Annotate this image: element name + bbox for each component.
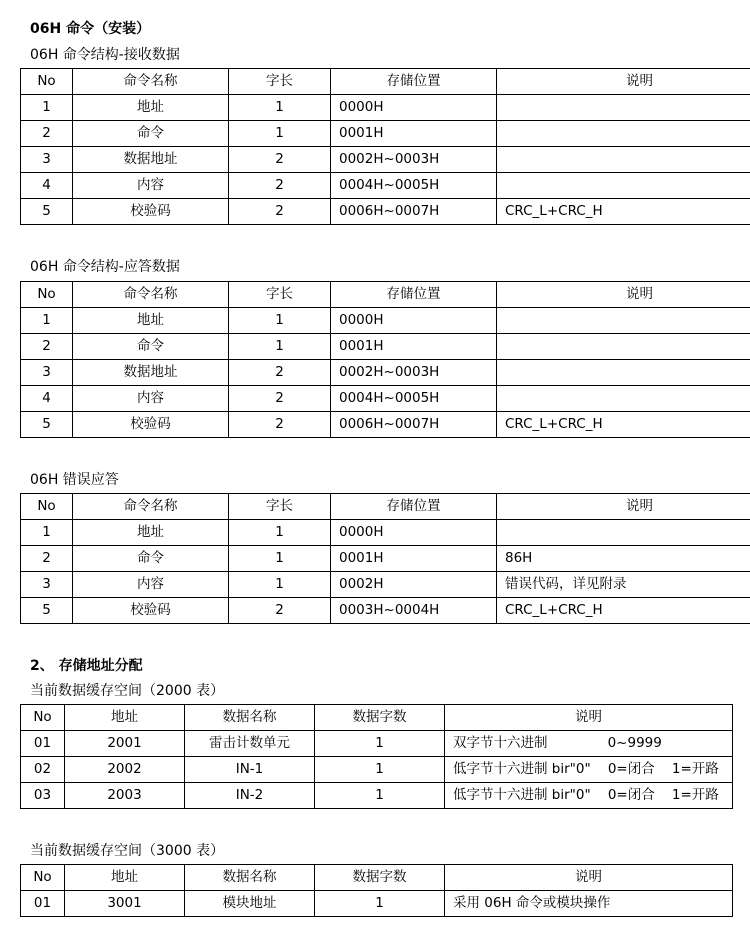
table-cell: 1 (21, 308, 73, 334)
table-cell: 4 (21, 173, 73, 199)
table-cell (497, 520, 750, 546)
table-header-row (21, 282, 750, 308)
column-header: 数据字数 (315, 865, 445, 891)
table-row (21, 891, 733, 917)
table-caption-3000: 当前数据缓存空间（3000 表） (30, 843, 225, 859)
table-row (21, 598, 750, 624)
table-cell: 数据地址 (73, 360, 229, 386)
table-buffer-2000 (20, 704, 733, 809)
column-header: 说明 (497, 69, 750, 95)
table-cell: 0004H~0005H (331, 386, 497, 412)
table-cell: 低字节十六进制 bir"0" 0=闭合 1=开路 (445, 757, 733, 783)
column-header: 字长 (229, 69, 331, 95)
column-header: 数据字数 (315, 705, 445, 731)
table-reply-data (20, 281, 750, 438)
table-cell: 0002H (331, 572, 497, 598)
table-cell: 1 (229, 546, 331, 572)
table-cell: 2002 (65, 757, 185, 783)
table-header-row (21, 69, 750, 95)
table-cell: 2 (229, 147, 331, 173)
column-header: 说明 (497, 282, 750, 308)
table-cell: 1 (315, 731, 445, 757)
table-cell: 1 (229, 95, 331, 121)
table-row (21, 783, 733, 809)
column-header: 存储位置 (331, 69, 497, 95)
table-cell: 内容 (73, 173, 229, 199)
table-cell: 5 (21, 412, 73, 438)
table-cell: 0001H (331, 546, 497, 572)
table-cell: 校验码 (73, 412, 229, 438)
table-row (21, 199, 750, 225)
table-cell: 双字节十六进制 0~9999 (445, 731, 733, 757)
table-cell: 1 (21, 95, 73, 121)
table-cell: 5 (21, 598, 73, 624)
table-cell: 2 (229, 412, 331, 438)
column-header: 说明 (497, 494, 750, 520)
table-row (21, 360, 750, 386)
table-cell: 命令 (73, 121, 229, 147)
column-header: 命令名称 (73, 282, 229, 308)
table-cell: 0002H~0003H (331, 147, 497, 173)
table-cell: 03 (21, 783, 65, 809)
table-cell: 3 (21, 147, 73, 173)
table-cell: 低字节十六进制 bir"0" 0=闭合 1=开路 (445, 783, 733, 809)
table-cell (497, 121, 750, 147)
table-cell: 2 (21, 334, 73, 360)
table-cell: 3 (21, 572, 73, 598)
table-cell: 命令 (73, 546, 229, 572)
column-header: No (21, 705, 65, 731)
column-header: 地址 (65, 865, 185, 891)
column-header: No (21, 865, 65, 891)
table-row (21, 572, 750, 598)
table-cell: 0000H (331, 520, 497, 546)
table-cell: 地址 (73, 308, 229, 334)
table-cell: 0001H (331, 121, 497, 147)
table-cell: 01 (21, 891, 65, 917)
table-cell: 2 (21, 121, 73, 147)
table-cell: 2 (229, 360, 331, 386)
table-cell: 校验码 (73, 598, 229, 624)
table-cell: 采用 06H 命令或模块操作 (445, 891, 733, 917)
table-cell: 4 (21, 386, 73, 412)
column-header: 存储位置 (331, 282, 497, 308)
table-cell: 2 (229, 598, 331, 624)
table-error-reply (20, 493, 750, 624)
column-header: 地址 (65, 705, 185, 731)
table-cell: 1 (315, 891, 445, 917)
table-cell: 3 (21, 360, 73, 386)
table-receive-data (20, 68, 750, 225)
table-row (21, 757, 733, 783)
table-cell: 1 (229, 334, 331, 360)
table-row (21, 95, 750, 121)
table-caption-2000: 当前数据缓存空间（2000 表） (30, 683, 225, 699)
table-cell: 2 (229, 173, 331, 199)
section-heading-06h: 06H 命令（安装） (30, 21, 151, 37)
table-caption-reply: 06H 命令结构-应答数据 (30, 259, 180, 275)
table-cell (497, 147, 750, 173)
table-cell: 错误代码，详见附录 (497, 572, 750, 598)
table-cell: 1 (229, 308, 331, 334)
table-header-row (21, 494, 750, 520)
column-header: 命令名称 (73, 494, 229, 520)
column-header: 命令名称 (73, 69, 229, 95)
table-header-row (21, 865, 733, 891)
table-cell: 0006H~0007H (331, 412, 497, 438)
table-row (21, 147, 750, 173)
table-row (21, 546, 750, 572)
table-cell: 0003H~0004H (331, 598, 497, 624)
table-row (21, 386, 750, 412)
column-header: 说明 (445, 865, 733, 891)
table-cell: 2001 (65, 731, 185, 757)
table-cell: 模块地址 (185, 891, 315, 917)
table-cell: 5 (21, 199, 73, 225)
table-cell: 01 (21, 731, 65, 757)
table-cell: 1 (229, 520, 331, 546)
table-cell: 内容 (73, 572, 229, 598)
column-header: 数据名称 (185, 705, 315, 731)
table-cell (497, 386, 750, 412)
table-cell: 1 (315, 757, 445, 783)
column-header: No (21, 69, 73, 95)
column-header: 说明 (445, 705, 733, 731)
column-header: 字长 (229, 494, 331, 520)
table-header-row (21, 705, 733, 731)
table-cell: IN-1 (185, 757, 315, 783)
table-cell: 内容 (73, 386, 229, 412)
table-cell: 1 (229, 121, 331, 147)
table-row (21, 173, 750, 199)
column-header: No (21, 494, 73, 520)
table-cell: CRC_L+CRC_H (497, 199, 750, 225)
table-cell: 0002H~0003H (331, 360, 497, 386)
table-cell: 1 (229, 572, 331, 598)
column-header: 字长 (229, 282, 331, 308)
table-cell: 3001 (65, 891, 185, 917)
table-cell: 2003 (65, 783, 185, 809)
table-cell (497, 308, 750, 334)
table-cell: IN-2 (185, 783, 315, 809)
table-caption-receive: 06H 命令结构-接收数据 (30, 47, 180, 63)
table-cell: CRC_L+CRC_H (497, 598, 750, 624)
table-caption-error: 06H 错误应答 (30, 472, 119, 488)
table-cell: 雷击计数单元 (185, 731, 315, 757)
table-cell: 1 (21, 520, 73, 546)
table-cell: 地址 (73, 520, 229, 546)
table-cell: 1 (315, 783, 445, 809)
column-header: 数据名称 (185, 865, 315, 891)
table-cell: 0001H (331, 334, 497, 360)
table-cell: 地址 (73, 95, 229, 121)
table-row (21, 731, 733, 757)
table-row (21, 520, 750, 546)
table-row (21, 334, 750, 360)
table-cell: 02 (21, 757, 65, 783)
table-cell: 校验码 (73, 199, 229, 225)
table-row (21, 121, 750, 147)
table-cell (497, 173, 750, 199)
table-cell: CRC_L+CRC_H (497, 412, 750, 438)
table-cell: 0004H~0005H (331, 173, 497, 199)
table-cell: 数据地址 (73, 147, 229, 173)
table-cell: 2 (21, 546, 73, 572)
table-row (21, 308, 750, 334)
table-cell (497, 95, 750, 121)
table-cell: 2 (229, 199, 331, 225)
table-cell: 86H (497, 546, 750, 572)
table-cell (497, 334, 750, 360)
table-cell: 0000H (331, 95, 497, 121)
table-cell: 0006H~0007H (331, 199, 497, 225)
table-buffer-3000 (20, 864, 733, 917)
table-cell: 0000H (331, 308, 497, 334)
section-heading-storage: 2、 存储地址分配 (30, 658, 143, 674)
table-cell: 命令 (73, 334, 229, 360)
table-cell (497, 360, 750, 386)
column-header: 存储位置 (331, 494, 497, 520)
column-header: No (21, 282, 73, 308)
table-cell: 2 (229, 386, 331, 412)
table-row (21, 412, 750, 438)
